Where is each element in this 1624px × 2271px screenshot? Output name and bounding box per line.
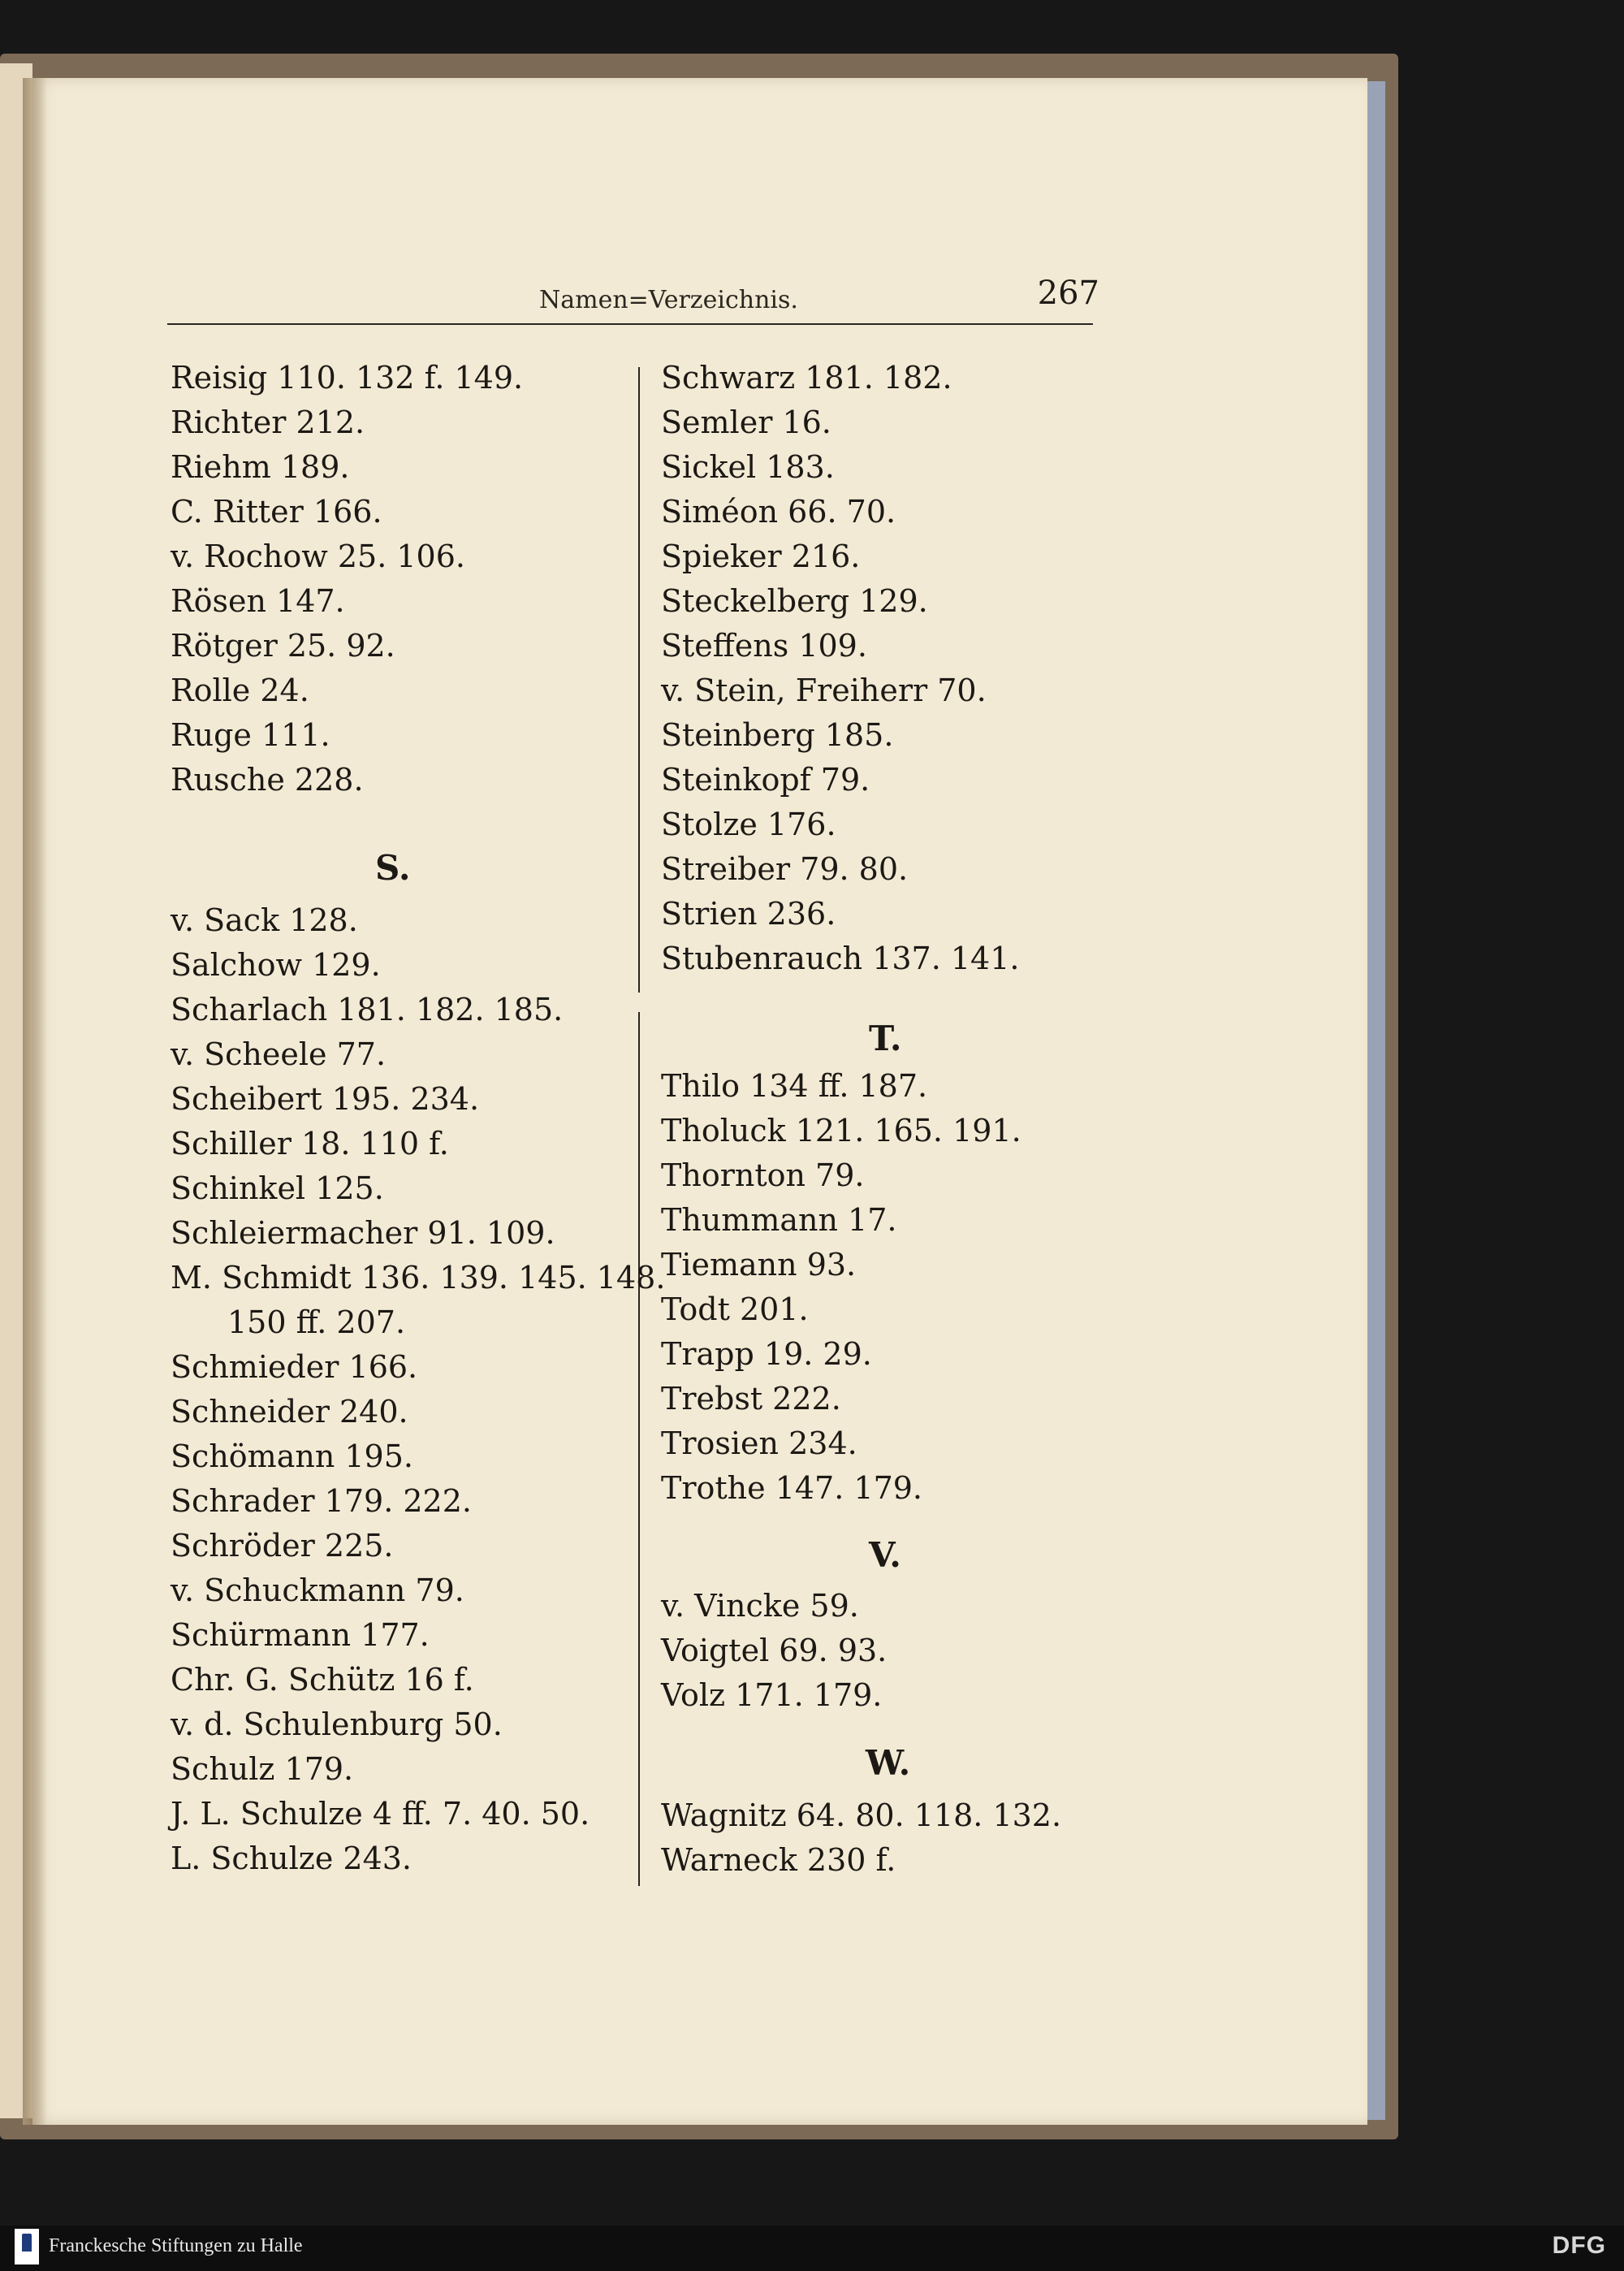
index-entry: Schleiermacher 91. 109. — [171, 1215, 555, 1251]
institution-name: Franckesche Stiftungen zu Halle — [49, 2235, 303, 2256]
index-entry: Streiber 79. 80. — [661, 851, 909, 887]
index-entry: Chr. G. Schütz 16 f. — [171, 1662, 474, 1698]
index-entry: Steckelberg 129. — [661, 583, 928, 619]
index-entry: Richter 212. — [171, 404, 365, 440]
index-entry: Scheibert 195. 234. — [171, 1081, 480, 1117]
index-entry: Schmieder 166. — [171, 1349, 418, 1385]
index-entry: Stolze 176. — [661, 807, 836, 842]
index-entry: L. Schulze 243. — [171, 1841, 412, 1876]
index-entry: Voigtel 69. 93. — [661, 1633, 888, 1668]
index-entry: Thornton 79. — [661, 1157, 865, 1193]
index-entry: Schömann 195. — [171, 1438, 413, 1474]
index-entry: Riehm 189. — [171, 449, 350, 485]
institution-logo-icon — [15, 2229, 39, 2265]
index-entry: Spieker 216. — [661, 539, 861, 574]
index-entry: v. Vincke 59. — [661, 1588, 859, 1624]
column-divider-lower — [638, 1012, 640, 1886]
index-entry: M. Schmidt 136. 139. 145. 148. — [171, 1260, 666, 1296]
index-entry: J. L. Schulze 4 ff. 7. 40. 50. — [171, 1796, 590, 1832]
viewer-footer-bar — [0, 2226, 1624, 2271]
binding-gutter — [23, 78, 47, 2125]
index-entry: Thilo 134 ff. 187. — [661, 1068, 928, 1104]
header-rule — [167, 323, 1093, 325]
index-entry: Schulz 179. — [171, 1751, 354, 1787]
index-entry: Wagnitz 64. 80. 118. 132. — [661, 1797, 1062, 1833]
index-entry: Steinkopf 79. — [661, 762, 870, 798]
section-letter-w: W. — [866, 1743, 911, 1783]
index-entry: Ruge 111. — [171, 717, 330, 753]
index-entry: Steinberg 185. — [661, 717, 894, 753]
index-entry-continuation: 150 ff. 207. — [227, 1304, 406, 1340]
index-entry: Trapp 19. 29. — [661, 1336, 872, 1372]
index-entry: v. d. Schulenburg 50. — [171, 1706, 503, 1742]
index-entry: Thummann 17. — [661, 1202, 897, 1238]
index-entry: Schiller 18. 110 f. — [171, 1126, 449, 1161]
index-entry: Volz 171. 179. — [661, 1677, 883, 1713]
index-entry: Warneck 230 f. — [661, 1842, 896, 1878]
running-title: Namen=Verzeichnis. — [539, 286, 798, 314]
dfg-logo: DFG — [1552, 2232, 1606, 2259]
section-letter-t: T. — [869, 1019, 902, 1058]
index-entry: Schneider 240. — [171, 1394, 408, 1430]
index-entry: Rötger 25. 92. — [171, 628, 395, 664]
index-entry: Stubenrauch 137. 141. — [661, 941, 1020, 976]
index-entry: v. Sack 128. — [171, 902, 358, 938]
index-entry: Salchow 129. — [171, 947, 381, 983]
index-entry: Trosien 234. — [661, 1425, 857, 1461]
index-entry: v. Stein, Freiherr 70. — [661, 673, 987, 708]
index-entry: Tiemann 93. — [661, 1247, 857, 1283]
index-entry: Rolle 24. — [171, 673, 309, 708]
column-divider-upper — [638, 367, 640, 993]
index-entry: Tholuck 121. 165. 191. — [661, 1113, 1021, 1148]
index-entry: Schwarz 181. 182. — [661, 360, 952, 396]
index-entry: v. Schuckmann 79. — [171, 1572, 464, 1608]
index-entry: Rösen 147. — [171, 583, 345, 619]
index-entry: Rusche 228. — [171, 762, 364, 798]
section-letter-s: S. — [375, 848, 411, 888]
index-entry: Todt 201. — [661, 1291, 809, 1327]
index-entry: Semler 16. — [661, 404, 831, 440]
index-entry: Siméon 66. 70. — [661, 494, 896, 530]
index-entry: Strien 236. — [661, 896, 836, 932]
index-entry: Scharlach 181. 182. 185. — [171, 992, 564, 1027]
index-entry: Schürmann 177. — [171, 1617, 430, 1653]
index-entry: Sickel 183. — [661, 449, 835, 485]
index-entry: Reisig 110. 132 f. 149. — [171, 360, 524, 396]
index-entry: C. Ritter 166. — [171, 494, 382, 530]
index-entry: Steffens 109. — [661, 628, 867, 664]
index-entry: Trebst 222. — [661, 1381, 841, 1417]
page-stack-edge — [1367, 81, 1385, 2120]
index-entry: v. Rochow 25. 106. — [171, 539, 465, 574]
section-letter-v: V. — [869, 1535, 901, 1575]
index-entry: Trothe 147. 179. — [661, 1470, 922, 1506]
index-entry: Schinkel 125. — [171, 1170, 384, 1206]
index-entry: Schröder 225. — [171, 1528, 394, 1564]
page-number: 267 — [1037, 275, 1099, 312]
index-entry: Schrader 179. 222. — [171, 1483, 472, 1519]
index-entry: v. Scheele 77. — [171, 1036, 387, 1072]
